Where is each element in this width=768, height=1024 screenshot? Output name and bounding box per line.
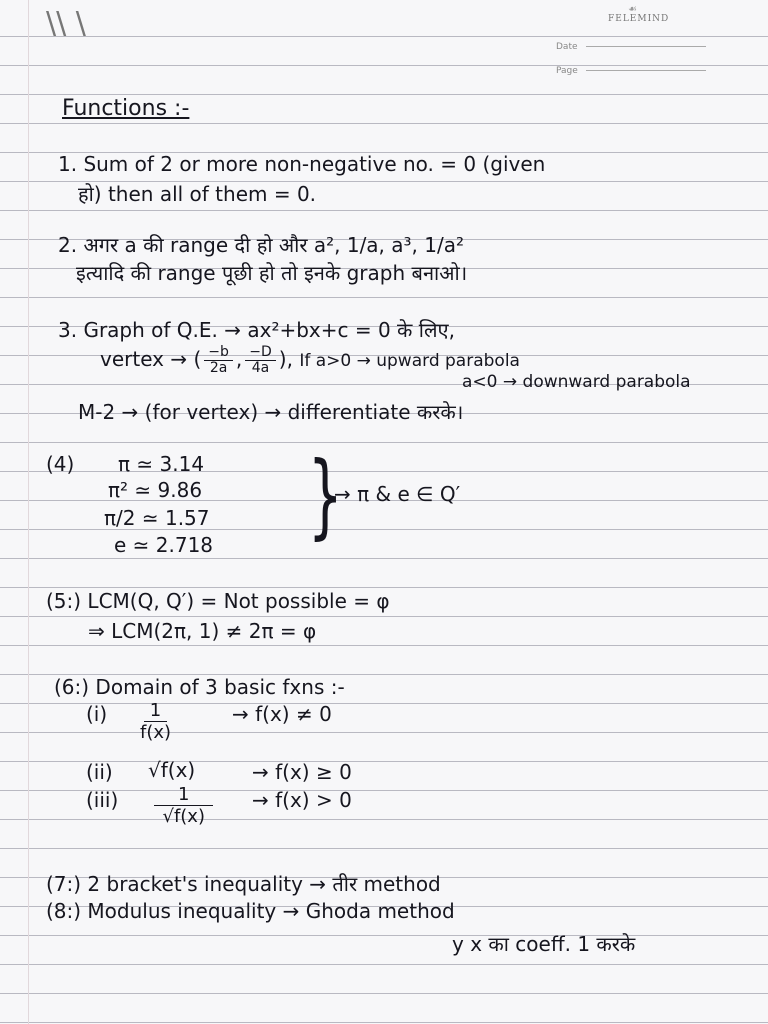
note-1-line-1: 1. Sum of 2 or more non-negative no. = 0 (given <box>58 152 546 176</box>
case-ii-label: (ii) <box>86 760 113 784</box>
case-ii-expression: √f(x) <box>148 758 196 782</box>
note-2-line-2: इत्यादि की range पूछी हो तो इनके graph बनाओ। <box>76 261 468 285</box>
page-title: Functions :- <box>62 96 190 121</box>
case-i-condition: → f(x) ≠ 0 <box>232 702 332 726</box>
margin-line <box>28 0 29 1024</box>
brand-logo-icon: ☙ <box>628 4 637 15</box>
pi-squared-value: π² ≃ 9.86 <box>108 478 203 502</box>
date-field: Date <box>556 42 706 52</box>
note-5-line-2: ⇒ LCM(2π, 1) ≠ 2π = φ <box>88 619 317 643</box>
brand-name: FELEMIND <box>608 14 670 24</box>
vertex-y-fraction: $\frac{-D}{4a}$ <box>245 345 276 376</box>
case-iii-fraction: 1 √f(x) <box>154 784 213 827</box>
note-3-vertex-row: vertex → ( $\frac{-b}{2a}$ , $\frac{-D}{4a}$ ), If a>0 → upward parabola <box>100 344 520 376</box>
note-5-line-1: (5:) LCM(Q, Q′) = Not possible = φ <box>46 589 390 613</box>
case-ii-condition: → f(x) ≥ 0 <box>252 760 352 784</box>
downward-parabola-note: a<0 → downward parabola <box>462 372 691 392</box>
note-4-label: (4) <box>46 452 75 476</box>
pen-scribble: \\ \ <box>46 6 86 41</box>
page-field: Page <box>556 66 706 76</box>
note-2-line-1: 2. अगर a की range दी हो और a², 1/a, a³, 1/a² <box>58 233 464 257</box>
note-8-sub: y x का coeff. 1 करके <box>452 932 636 956</box>
e-value: e ≃ 2.718 <box>114 533 214 557</box>
upward-parabola-note: If a>0 → upward parabola <box>299 351 520 371</box>
pi-value: π ≃ 3.14 <box>118 452 205 476</box>
note-3-line-1: 3. Graph of Q.E. → ax²+bx+c = 0 के लिए, <box>58 318 455 342</box>
note-3-method-2: M-2 → (for vertex) → differentiate करके। <box>78 400 464 424</box>
curly-brace: } <box>307 442 343 549</box>
note-6-title: (6:) Domain of 3 basic fxns :- <box>54 675 345 699</box>
vertex-label: vertex → <box>100 347 188 371</box>
vertex-x-fraction: $\frac{-b}{2a}$ <box>204 345 233 376</box>
irrational-result: → π & e ∈ Q′ <box>334 482 461 506</box>
case-iii-condition: → f(x) > 0 <box>252 788 352 812</box>
case-i-fraction: 1 f(x) <box>140 700 172 743</box>
pi-half-value: π/2 ≃ 1.57 <box>104 506 210 530</box>
case-iii-label: (iii) <box>86 788 119 812</box>
note-7: (7:) 2 bracket's inequality → तीर method <box>46 872 441 896</box>
note-1-line-2: हो) then all of them = 0. <box>78 182 317 206</box>
case-i-label: (i) <box>86 702 108 726</box>
note-8: (8:) Modulus inequality → Ghoda method <box>46 899 455 923</box>
